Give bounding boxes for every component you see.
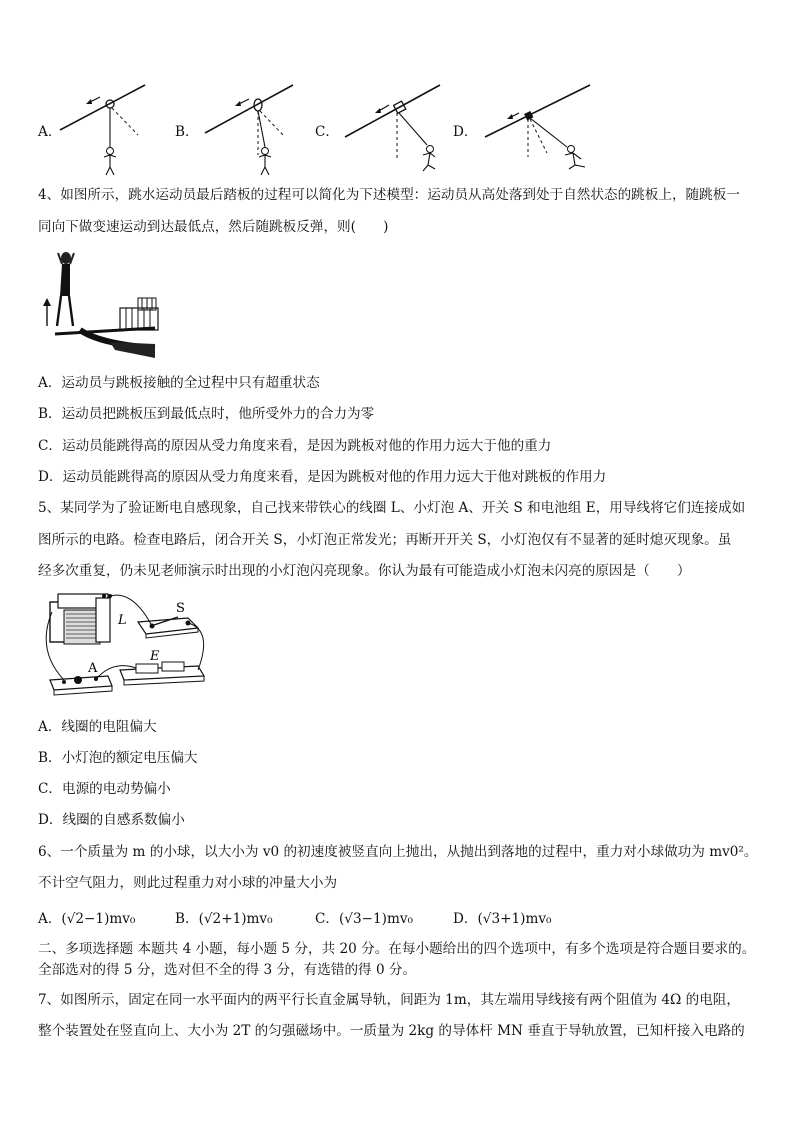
q6-stem-line1: 6、一个质量为 m 的小球，以大小为 v0 的初速度被竖直向上抛出，从抛出到落地的过程中，重力对小球做功为 mv0²。	[38, 844, 758, 860]
q5-option-b[interactable]: B．小灯泡的额定电压偏大	[38, 750, 198, 766]
q5-option-a[interactable]: A．线圈的电阻偏大	[38, 719, 157, 735]
q3-figure-d	[485, 85, 595, 180]
q4-option-d[interactable]: D．运动员能跳得高的原因从受力角度来看，是因为跳板对他的作用力远大于他对跳板的作用力	[38, 469, 607, 485]
q5-stem-line1: 5、某同学为了验证断电自感现象，自己找来带铁心的线圈 L、小灯泡 A、开关 S 和电池组 E，用导线将它们连接成如	[38, 500, 746, 516]
q6-option-c[interactable]: C．(√3−1)mv₀	[315, 911, 413, 927]
q4-option-c[interactable]: C．运动员能跳得高的原因从受力角度来看，是因为跳板对他的作用力远大于他的重力	[38, 438, 552, 454]
q3-option-a-label[interactable]: A．	[38, 124, 62, 140]
q6-option-a[interactable]: A．(√2−1)mv₀	[38, 911, 136, 927]
q3-figure-c	[345, 85, 445, 180]
switch-label: S	[176, 601, 185, 616]
q3-option-c-label[interactable]: C．	[315, 124, 339, 140]
q5-option-c[interactable]: C．电源的电动势偏小	[38, 781, 171, 797]
q4-stem-line1: 4、如图所示，跳水运动员最后踏板的过程可以简化为下述模型：运动员从高处落到处于自然状态的跳板上，随跳板一	[38, 187, 740, 203]
q6-stem-line2: 不计空气阻力，则此过程重力对小球的冲量大小为	[38, 875, 338, 891]
section2-line1: 二、多项选择题 本题共 4 小题，每小题 5 分，共 20 分。在每小题给出的四个选项中，有多个选项是符合题目要求的。	[38, 941, 756, 957]
q6-option-d[interactable]: D．(√3+1)mv₀	[453, 911, 552, 927]
battery-label: E	[150, 649, 160, 664]
q5-option-d[interactable]: D．线圈的自感系数偏小	[38, 812, 185, 828]
q5-stem-line2: 图所示的电路。检查电路后，闭合开关 S，小灯泡正常发光；再断开开关 S，小灯泡仅有不显著的延时熄灭现象。虽	[38, 532, 732, 548]
q4-stem-line2: 同向下做变速运动到达最低点，然后随跳板反弹，则( )	[38, 219, 389, 235]
q3-figure-b	[205, 85, 295, 180]
q3-figure-a	[60, 85, 150, 180]
q7-stem-line2: 整个装置处在竖直向上、大小为 2T 的匀强磁场中。一质量为 2kg 的导体杆 MN 垂直于导轨放置，已知杆接入电路的	[38, 1023, 745, 1039]
q4-diver-figure	[40, 248, 160, 360]
coil-label: L	[118, 613, 127, 628]
section2-line2: 全部选对的得 5 分，选对但不全的得 3 分，有选错的得 0 分。	[38, 962, 417, 978]
q4-option-b[interactable]: B．运动员把跳板压到最低点时，他所受外力的合力为零	[38, 406, 375, 422]
q4-option-a[interactable]: A．运动员与跳板接触的全过程中只有超重状态	[38, 375, 320, 391]
q5-stem-line3: 经多次重复，仍未见老师演示时出现的小灯泡闪亮现象。你认为最有可能造成小灯泡未闪亮的原因是（ ）	[38, 563, 691, 579]
q3-option-b-label[interactable]: B．	[175, 124, 199, 140]
q7-stem-line1: 7、如图所示，固定在同一水平面内的两平行长直金属导轨，间距为 1m，其左端用导线接有两个阻值为 4Ω 的电阻，	[38, 992, 740, 1008]
lamp-label: A	[88, 661, 98, 676]
q6-option-b[interactable]: B．(√2+1)mv₀	[175, 911, 273, 927]
q5-circuit-figure	[38, 590, 218, 702]
q3-option-d-label[interactable]: D．	[453, 124, 478, 140]
